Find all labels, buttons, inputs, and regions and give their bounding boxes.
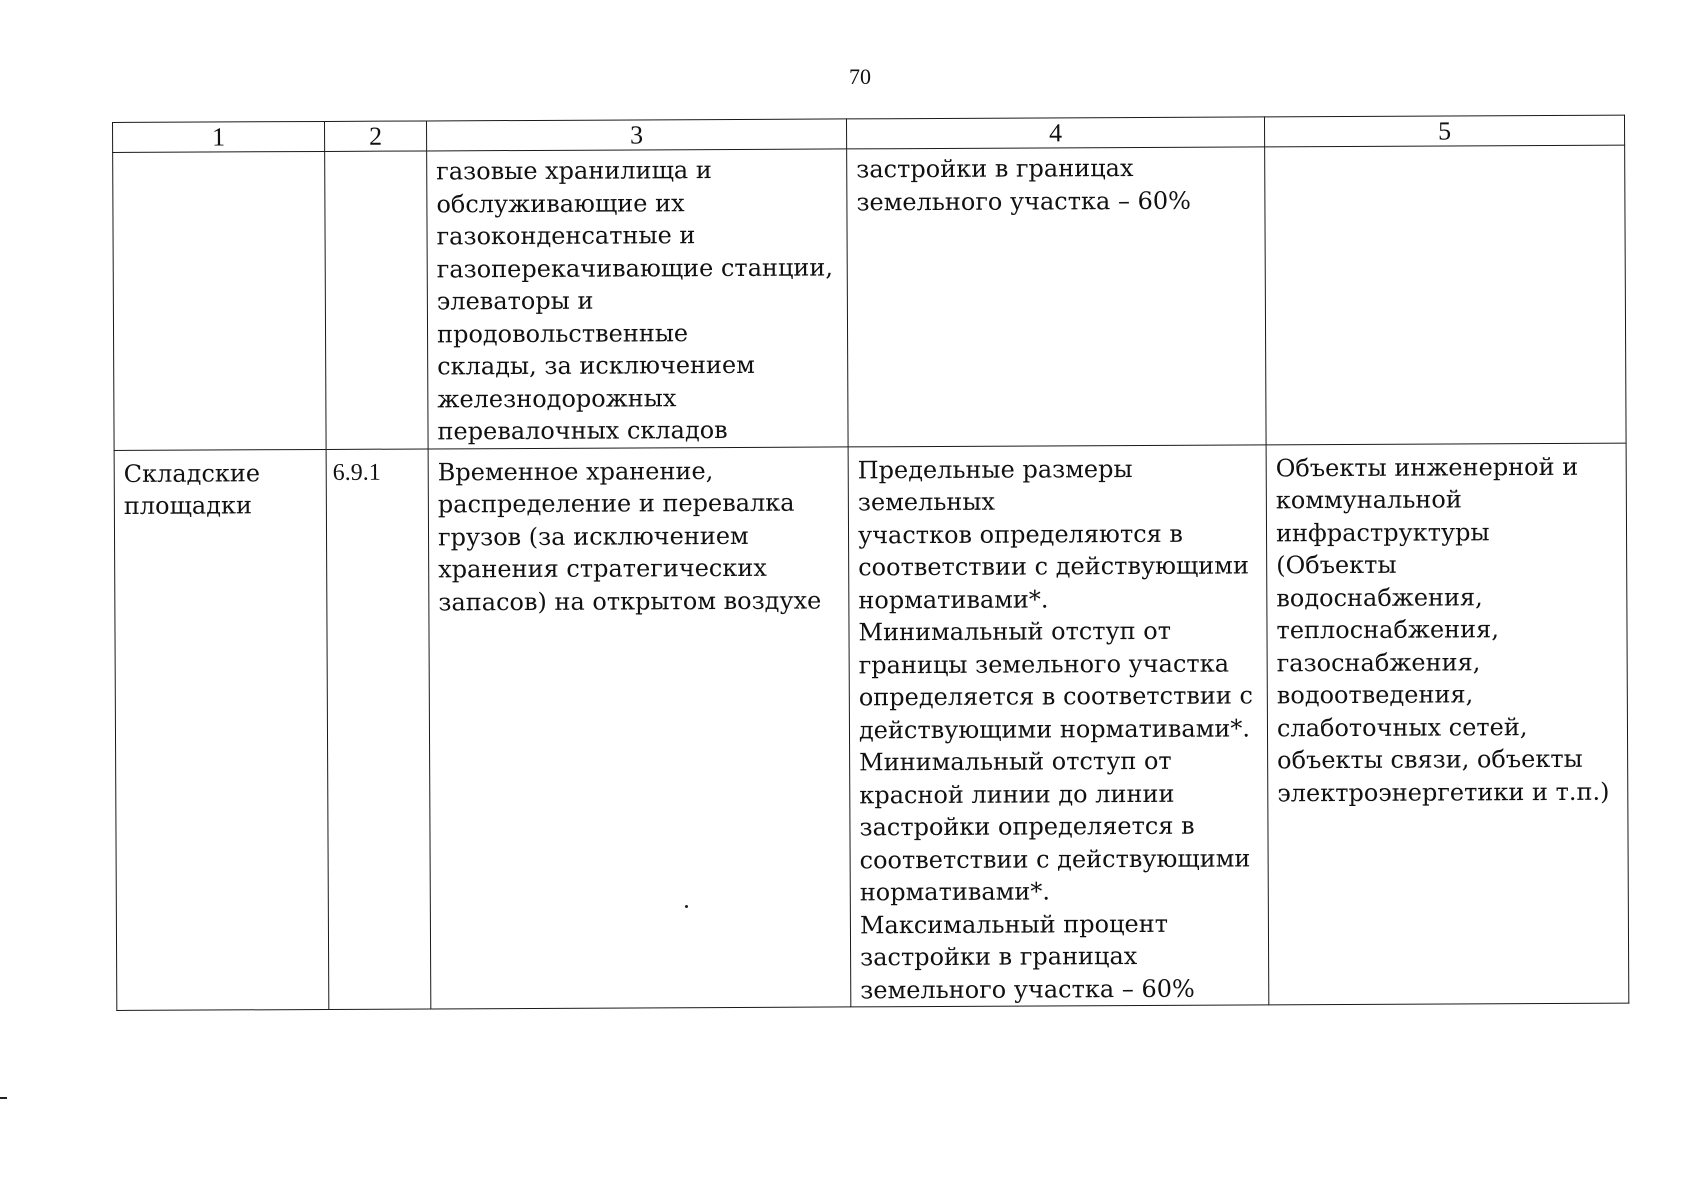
margin-mark <box>0 1097 7 1099</box>
column-header-5: 5 <box>1264 115 1624 147</box>
cell-parameters: Предельные размеры земельных участков определяются в соответствии с действующими нормативами*. Минимальный отступ от границы земельного участка определяется в соответствии с действующими нормативами*. Минимальный отступ от красной линии до линии застройки определяется в соответствии с действующими нормативами*. Максимальный процент застройки в границах земельного участка – 60% <box>848 444 1269 1007</box>
cell-use-description: газовые хранилища и обслуживающие их газоконденсатные и газоперекачивающие станции, элеваторы и продовольственные склады, за исключением железнодорожных перевалочных складов <box>427 149 848 449</box>
cell-auxiliary-uses: Объекты инженерной и коммунальной инфраструктуры (Объекты водоснабжения, теплоснабжения, газоснабжения, водоотведения, слаботочных сетей, объекты связи, объекты электроэнергетики и т.п.) <box>1266 443 1629 1005</box>
page-number: 70 <box>849 64 871 89</box>
table-row-continuation <box>113 145 1626 450</box>
table-row-warehouse-sites <box>114 443 1629 1011</box>
cell-code: 6.9.1 <box>326 448 431 1009</box>
column-header-2: 2 <box>324 121 426 151</box>
column-header-3: 3 <box>426 119 846 151</box>
cell-use-name <box>113 151 326 450</box>
cell-use-description: Временное хранение, распределение и перевалка грузов (за исключением хранения стратегических запасов) на открытом воздухе <box>428 446 851 1009</box>
regulations-table <box>112 115 1629 1011</box>
cell-use-name: Складские площадки <box>114 449 329 1011</box>
cell-code <box>325 151 428 449</box>
cell-auxiliary-uses <box>1265 145 1626 444</box>
column-header-4: 4 <box>846 117 1264 149</box>
scan-speck <box>685 905 688 908</box>
cell-parameters: застройки в границах земельного участка – 60% <box>847 147 1266 447</box>
column-header-1: 1 <box>113 121 325 152</box>
